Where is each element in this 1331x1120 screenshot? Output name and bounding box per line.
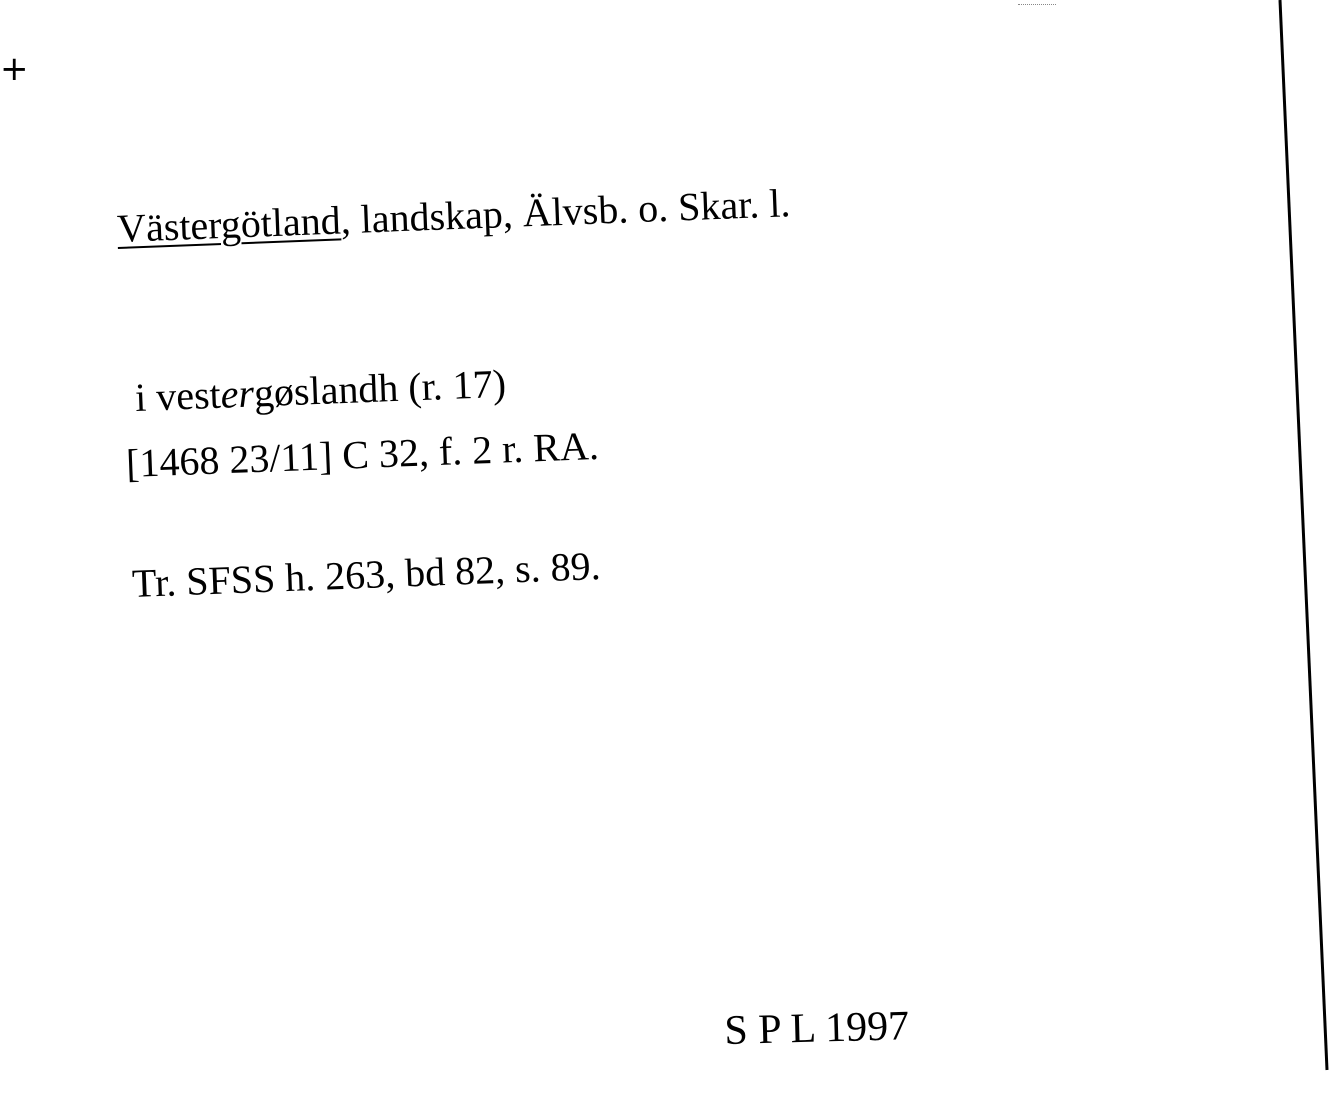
form-italic-expansion: er	[219, 370, 255, 417]
form-suffix: gøslandh (r. 17)	[253, 360, 507, 416]
place-name: Västergötland	[116, 197, 342, 251]
form-prefix: i vest	[134, 371, 222, 420]
headword-description: , landskap, Älvsb. o. Skar. l.	[339, 180, 792, 243]
headword-line	[116, 181, 791, 251]
card-edge-stroke	[1280, 0, 1327, 1070]
corner-plus-mark: +	[0, 49, 29, 89]
source-line: [1468 23/11] C 32, f. 2 r. RA.	[125, 422, 600, 486]
signature-line: S P L 1997	[723, 1003, 910, 1055]
reference-line: Tr. SFSS h. 263, bd 82, s. 89.	[131, 543, 602, 606]
card-right-edge	[1277, 0, 1331, 1075]
scan-speck	[1018, 4, 1056, 7]
attested-form-line	[134, 362, 506, 420]
